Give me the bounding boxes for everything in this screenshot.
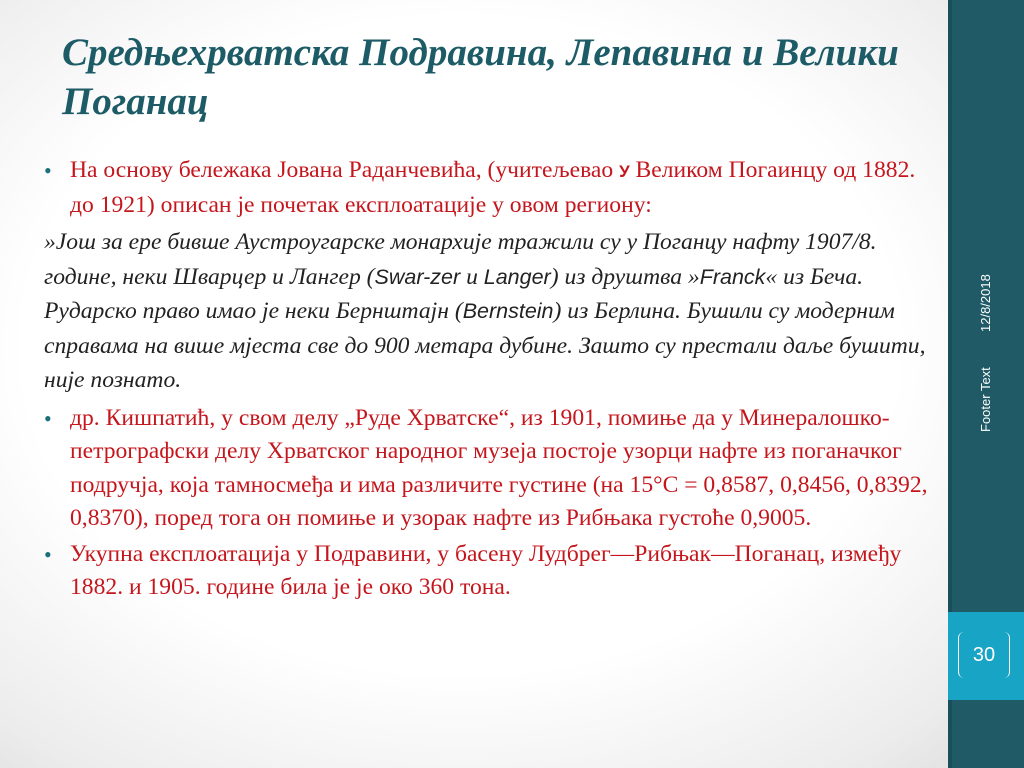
page-number-bar xyxy=(948,612,1024,700)
bullet-1-text-b: Великом Погаинцу од 1882. до 1921) описан је почетак експлоатације у овом региону: xyxy=(70,157,916,218)
slide-date: 12/8/2018 xyxy=(978,274,993,332)
quote-text-1: »Још за ере бивше Аустроугарске монархије тражили су у Поганцу нафту 1907/8. године, неки Шварцер и Лангер ( xyxy=(44,229,877,290)
page-number-badge xyxy=(958,632,1010,678)
bullet-3-text: Укупна експлоатација у Подравини, у басену Лудбрег—Рибњак—Поганац, између 1882. и 1905. године била је је око 360 тона. xyxy=(70,540,902,600)
bullet-2-text: др. Кишпатић, у свом делу „Руде Хрватске“, из 1901, помиње да у Минералошко-петрографски делу Хрватског народног музеја постоје узорци нафте из поганачког подручја, која тамносмеђа и има различите густине (на 15°C = 0,8587, 0,8456, 0,8392, 0,8370), поред тога он помиње и узорак нафте из Рибњака густоће 0,9005. xyxy=(70,404,928,531)
quote-text-5: ) из Берлина. Бушили су модерним справама на више мјеста све до 900 метара дубине. Зашто су престали даље бушити, није познато. xyxy=(44,298,926,393)
page-number: 30 xyxy=(972,644,996,666)
quote-latin-3: Franck xyxy=(699,264,766,289)
bullet-1-text-u: У xyxy=(619,162,630,181)
bullet-item-1 xyxy=(44,154,944,222)
slide-body xyxy=(44,154,944,605)
quote-latin-2: Langer xyxy=(483,264,551,289)
quote-text-4: « из Беча. Рударско право имао је неки Бернштајн ( xyxy=(44,263,864,324)
bullet-dot-icon: • xyxy=(44,405,52,431)
quote-paragraph xyxy=(44,225,944,398)
bullet-1-text-a: На основу бележака Јована Раданчевића, (учитељевао xyxy=(70,157,620,183)
footer-text: Footer Text xyxy=(978,367,993,432)
right-sidebar xyxy=(948,0,1024,768)
slide-title: Средњехрватска Подравина, Лепавина и Велики Поганац xyxy=(62,31,899,123)
bullet-dot-icon: • xyxy=(44,541,52,567)
bullet-item-2 xyxy=(44,402,944,536)
quote-latin-1: Swar-zer xyxy=(374,264,461,289)
bullet-item-3 xyxy=(44,538,944,605)
quote-text-2: и xyxy=(460,263,484,290)
quote-text-3: ) из друштва » xyxy=(550,263,700,290)
bullet-dot-icon: • xyxy=(44,158,52,183)
quote-latin-4: Bernstein xyxy=(462,299,554,323)
